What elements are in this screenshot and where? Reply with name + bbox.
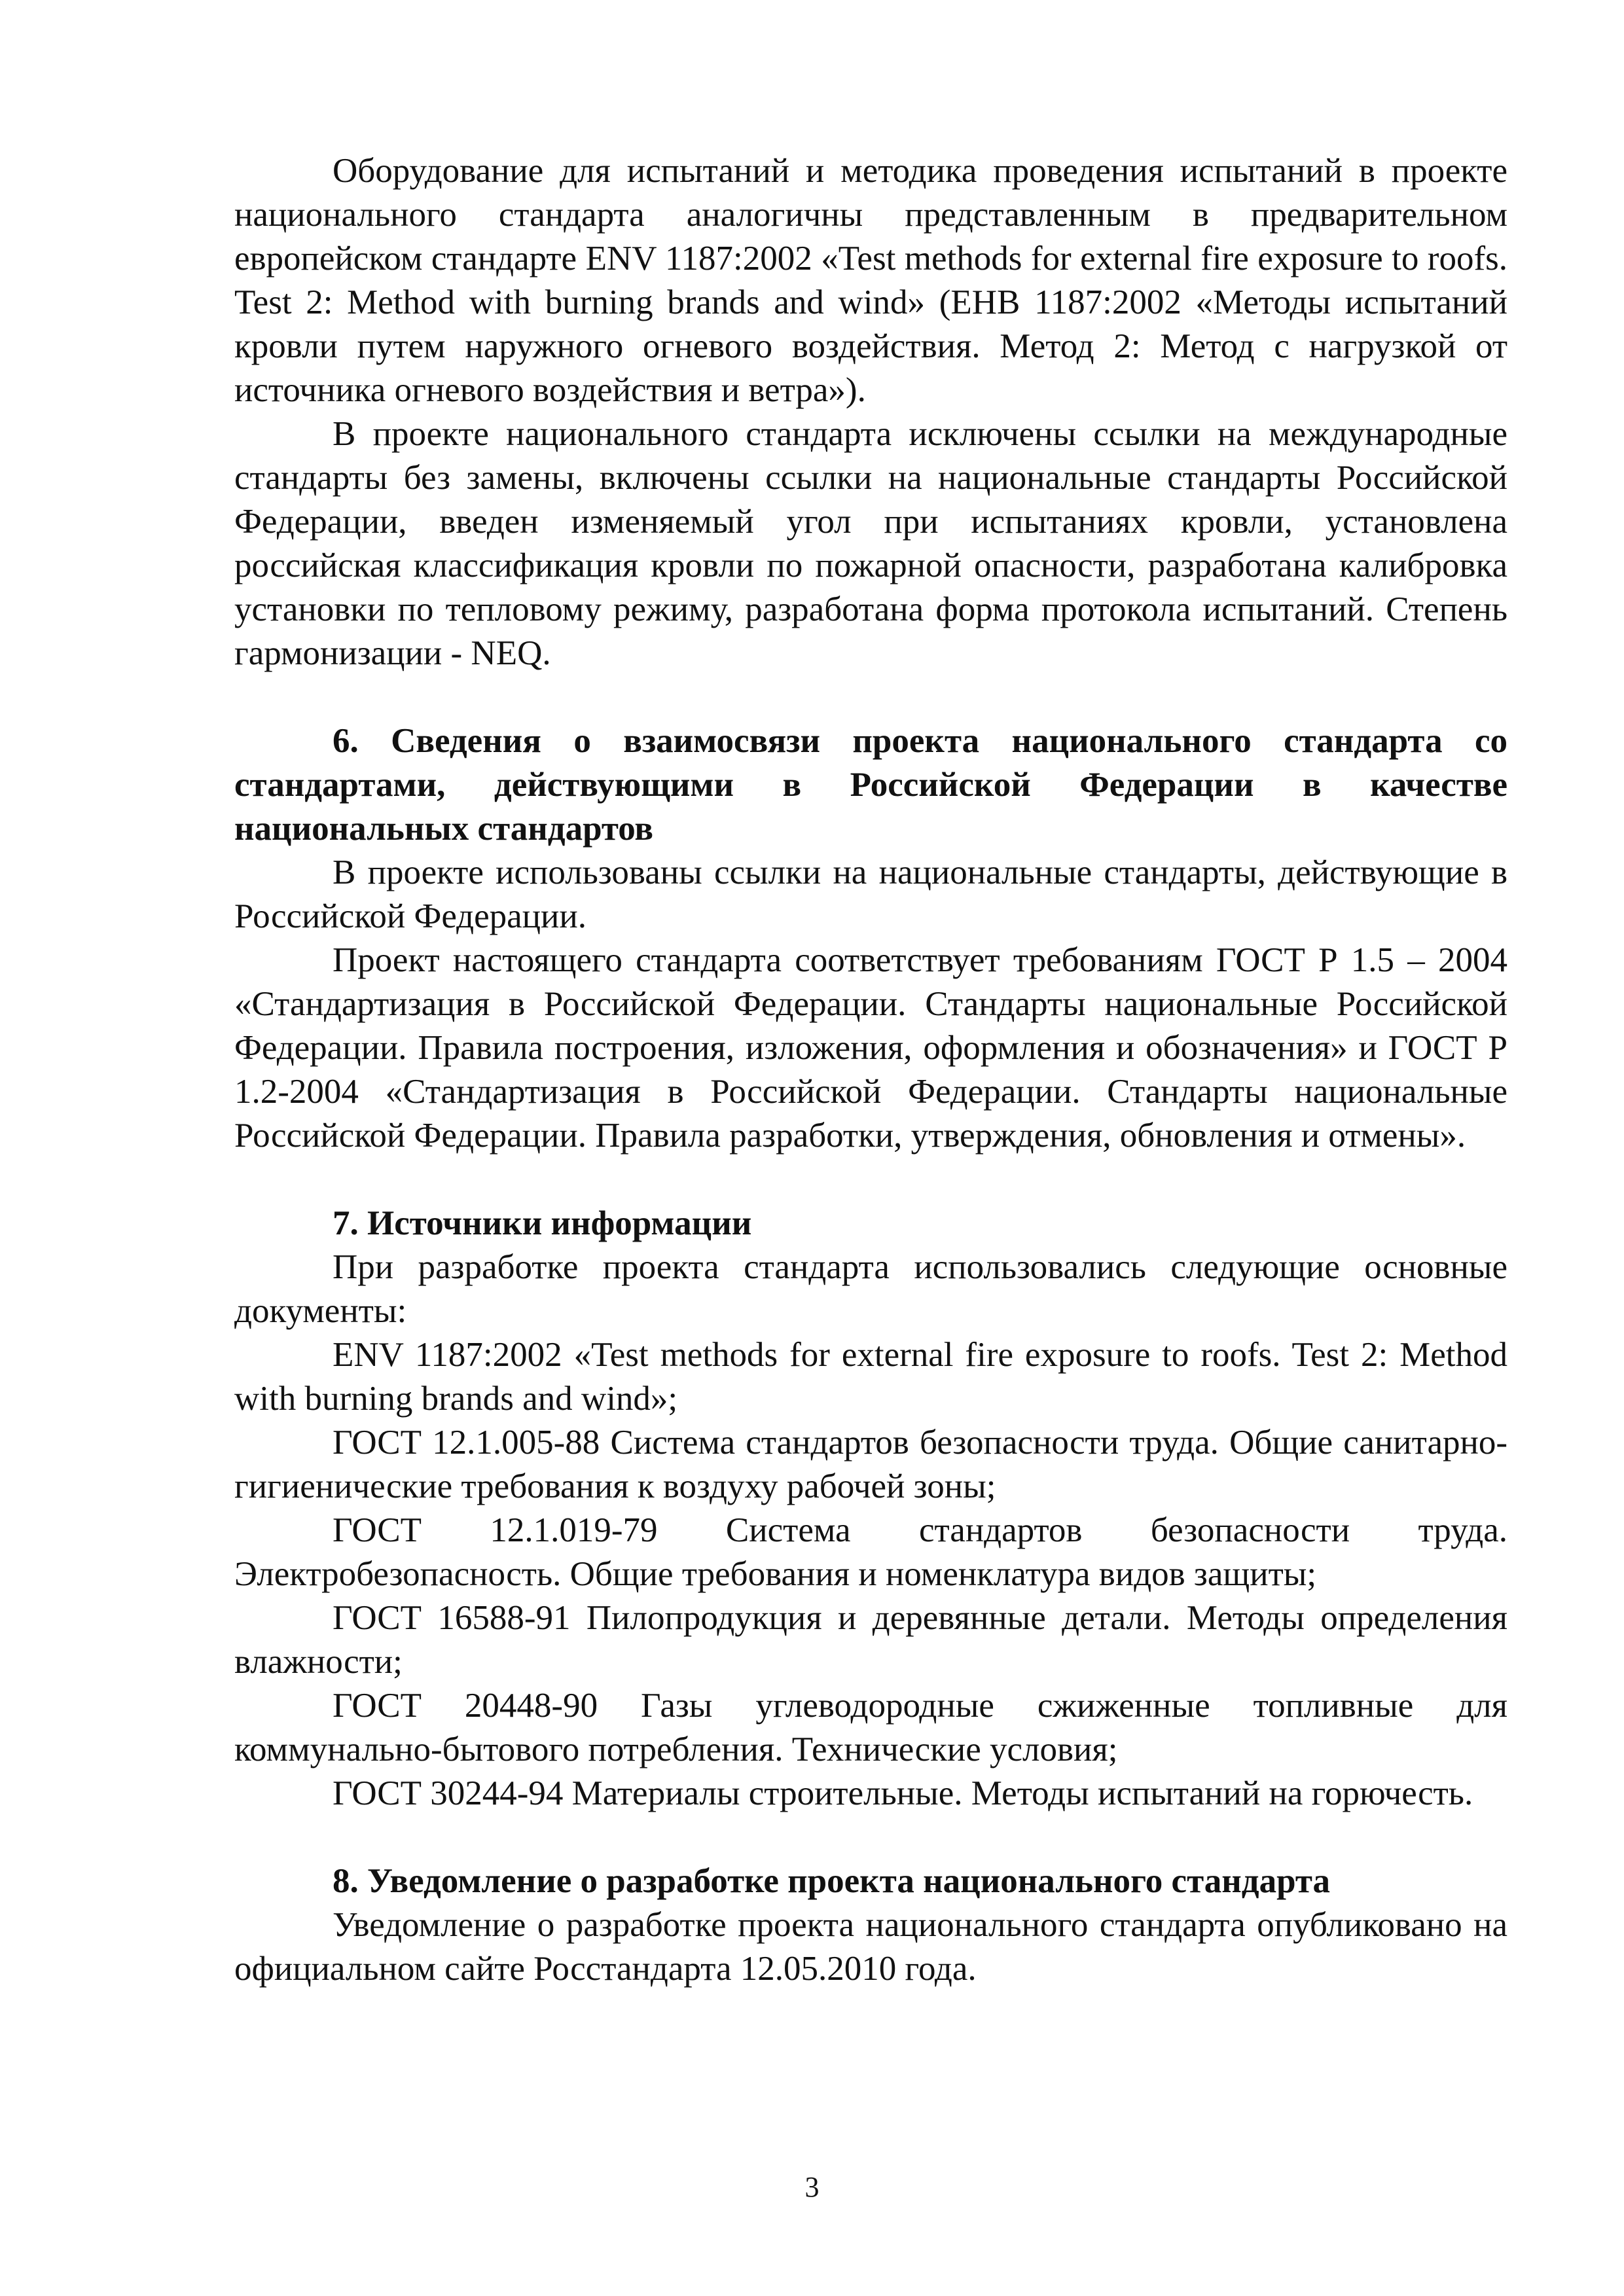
section-8-heading: 8. Уведомление о разработке проекта национального стандарта [333,1862,1331,1900]
section-7-heading: 7. Источники информации [333,1204,752,1242]
page-number: 3 [804,2171,820,2203]
paragraph-exclusions: В проекте национального стандарта исключены ссылки на международные стандарты без замены, включены ссылки на национальные стандарты Российской Федерации, введен изменяемый угол при испытаниях кровли, установлена российская классификация кровли по пожарной опасности, разработана калибровка установки по тепловому режиму, разработана форма протокола испытаний. Степень гармонизации - NEQ. [234,415,1507,672]
section-7-intro: При разработке проекта стандарта использовались следующие основные документы: [234,1248,1507,1330]
section-6-paragraph-1: В проекте использованы ссылки на национальные стандарты, действующие в Российской Федерации. [234,853,1507,935]
source-item-gost-12-1-019: ГОСТ 12.1.019-79 Система стандартов безопасности труда. Электробезопасность. Общие требования и номенклатура видов защиты; [234,1511,1507,1593]
paragraph-test-equipment: Оборудование для испытаний и методика проведения испытаний в проекте национального стандарта аналогичны представленным в предварительном европейском стандарте ENV 1187:2002 «Test methods for external fire exposure to roofs. Test 2: Method with burning brands and wind» (ЕНВ 1187:2002 «Методы испытаний кровли путем наружного огневого воздействия. Метод 2: Метод с нагрузкой от источника огневого воздействия и ветра»). [234,152,1507,409]
source-item-gost-30244: ГОСТ 30244-94 Материалы строительные. Методы испытаний на горючесть. [333,1774,1473,1812]
section-8-paragraph: Уведомление о разработке проекта национального стандарта опубликовано на официальном сайте Росстандарта 12.05.2010 года. [234,1906,1507,1988]
section-6-paragraph-2: Проект настоящего стандарта соответствует требованиям ГОСТ Р 1.5 – 2004 «Стандартизация в Российской Федерации. Стандарты национальные Российской Федерации. Правила построения, изложения, оформления и обозначения» и ГОСТ Р 1.2-2004 «Стандартизация в Российской Федерации. Стандарты национальные Российской Федерации. Правила разработки, утверждения, обновления и отмены». [234,941,1507,1155]
source-item-gost-12-1-005: ГОСТ 12.1.005-88 Система стандартов безопасности труда. Общие санитарно-гигиенические требования к воздуху рабочей зоны; [234,1424,1507,1505]
document-page [234,149,1507,1991]
section-6-heading: 6. Сведения о взаимосвязи проекта национального стандарта со стандартами, действующими в Российской Федерации в качестве национальных стандартов [234,722,1507,848]
source-item-gost-20448: ГОСТ 20448-90 Газы углеводородные сжиженные топливные для коммунально-бытового потребления. Технические условия; [234,1687,1507,1768]
source-item-gost-16588: ГОСТ 16588-91 Пилопродукция и деревянные детали. Методы определения влажности; [234,1599,1507,1681]
source-item-env-1187: ENV 1187:2002 «Test methods for external fire exposure to roofs. Test 2: Method with burning brands and wind»; [234,1336,1507,1418]
